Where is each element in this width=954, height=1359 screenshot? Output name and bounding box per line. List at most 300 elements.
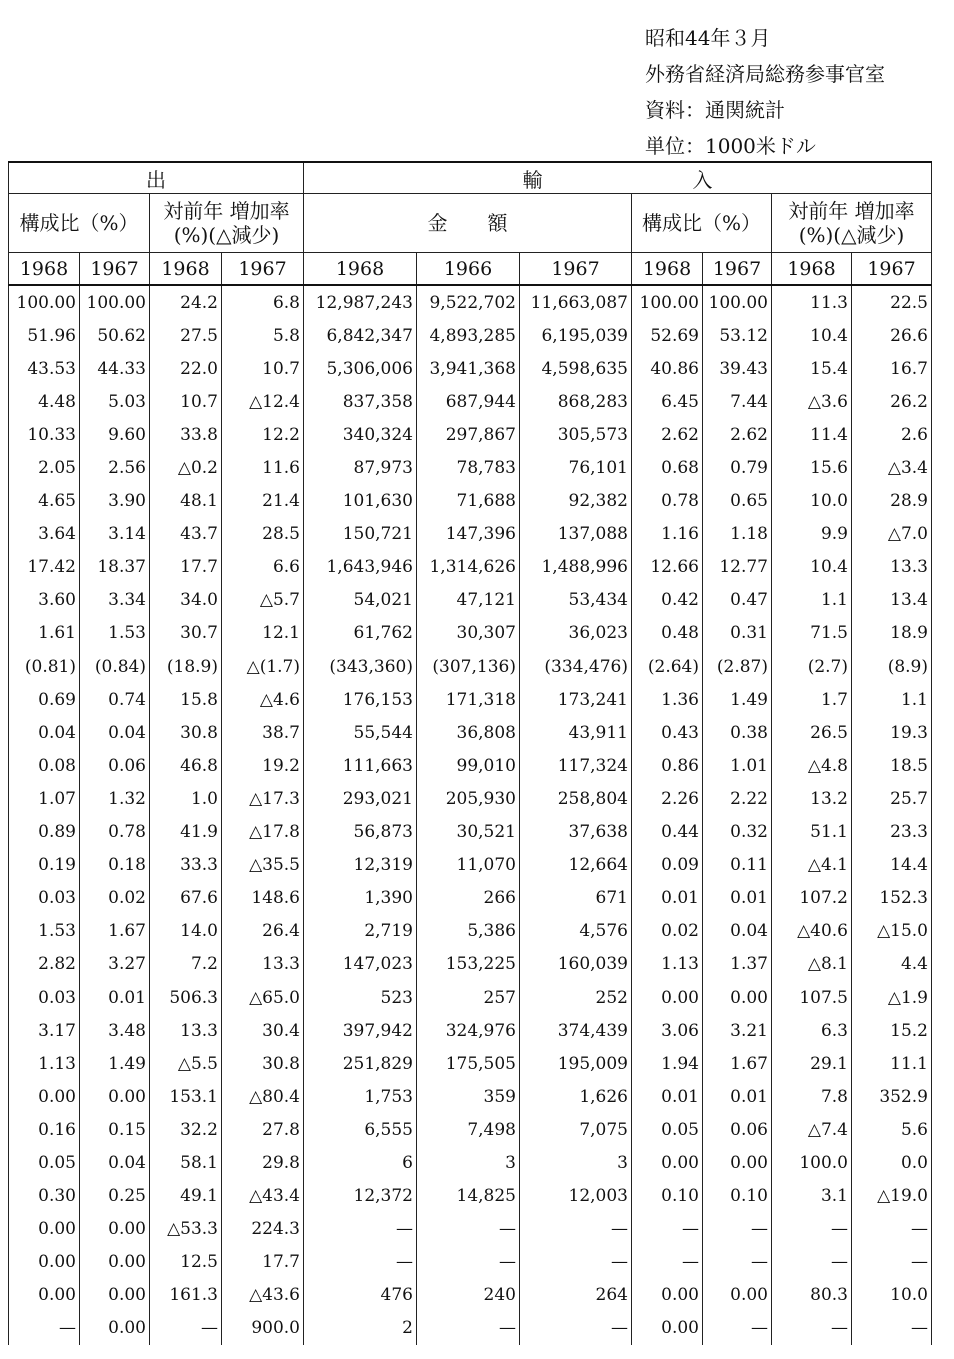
table-cell: 1.37 (703, 948, 772, 981)
table-cell: 0.01 (703, 882, 772, 915)
table-cell: 26.6 (852, 319, 932, 352)
table-cell: 99,010 (417, 749, 520, 782)
table-cell: 18.5 (852, 749, 932, 782)
table-cell: 1,753 (304, 1080, 417, 1113)
table-cell: 3.34 (80, 584, 150, 617)
table-cell: 24.2 (150, 285, 222, 319)
table-cell: 28.9 (852, 485, 932, 518)
table-cell: 1.36 (632, 683, 703, 716)
table-cell: 264 (520, 1279, 632, 1312)
table-cell: (8.9) (852, 650, 932, 683)
table-cell: 2.22 (703, 782, 772, 815)
table-cell: 305,573 (520, 418, 632, 451)
table-cell: 4,576 (520, 915, 632, 948)
table-cell: 359 (417, 1080, 520, 1113)
table-cell: 0.01 (632, 882, 703, 915)
table-cell: 523 (304, 981, 417, 1014)
table-row (9, 352, 932, 385)
year-header-cell: 1968 (150, 253, 222, 286)
table-cell: 0.06 (80, 749, 150, 782)
table-cell: 0.03 (9, 882, 80, 915)
table-cell: 0.31 (703, 617, 772, 650)
table-cell: 0.00 (9, 1080, 80, 1113)
table-cell: 687,944 (417, 385, 520, 418)
table-row (9, 551, 932, 584)
table-cell: 0.00 (80, 1246, 150, 1279)
table-cell: 240 (417, 1279, 520, 1312)
table-row (9, 1213, 932, 1246)
table-cell: 10.0 (852, 1279, 932, 1312)
table-cell: 12.66 (632, 551, 703, 584)
year-header-cell: 1967 (703, 253, 772, 286)
table-cell: 25.7 (852, 782, 932, 815)
table-cell: 7.44 (703, 385, 772, 418)
table-cell: 6.8 (222, 285, 304, 319)
table-cell: 11,070 (417, 849, 520, 882)
table-cell: △19.0 (852, 1180, 932, 1213)
table-cell: 10.7 (222, 352, 304, 385)
table-row (9, 451, 932, 484)
table-cell: 44.33 (80, 352, 150, 385)
table-body (9, 285, 932, 1345)
table-cell: △3.4 (852, 451, 932, 484)
table-cell: 1.53 (80, 617, 150, 650)
table-cell: — (632, 1246, 703, 1279)
table-cell: 150,721 (304, 518, 417, 551)
note-source: 資料：通関統計 (645, 98, 785, 122)
table-cell: 53,434 (520, 584, 632, 617)
table-cell: 153.1 (150, 1080, 222, 1113)
table-cell: 12.77 (703, 551, 772, 584)
table-cell: 0.74 (80, 683, 150, 716)
year-header-cell: 1966 (417, 253, 520, 286)
table-cell: 0.00 (9, 1246, 80, 1279)
table-cell: 0.00 (9, 1213, 80, 1246)
table-cell: 671 (520, 882, 632, 915)
table-cell: 2.05 (9, 451, 80, 484)
table-cell: 257 (417, 981, 520, 1014)
table-cell: 22.5 (852, 285, 932, 319)
table-cell: — (417, 1246, 520, 1279)
table-cell: 0.01 (703, 1080, 772, 1113)
table-cell: 1.07 (9, 782, 80, 815)
year-header-cell: 1967 (222, 253, 304, 286)
table-cell: 152.3 (852, 882, 932, 915)
table-cell: 107.2 (772, 882, 852, 915)
table-cell: 10.4 (772, 551, 852, 584)
table-cell: 506.3 (150, 981, 222, 1014)
table-cell: 0.15 (80, 1113, 150, 1146)
table-cell: 0.00 (80, 1080, 150, 1113)
table-cell: 11.3 (772, 285, 852, 319)
table-cell: 58.1 (150, 1146, 222, 1179)
table-cell: 87,973 (304, 451, 417, 484)
table-cell: 0.00 (80, 1213, 150, 1246)
table-cell: 266 (417, 882, 520, 915)
table-cell: 107.5 (772, 981, 852, 1014)
import-header (304, 162, 932, 194)
table-cell: 43,911 (520, 716, 632, 749)
table-cell: 51.96 (9, 319, 80, 352)
table-cell: 0.00 (703, 1279, 772, 1312)
table-row (9, 1146, 932, 1179)
table-cell: 2.26 (632, 782, 703, 815)
table-cell: 43.7 (150, 518, 222, 551)
table-cell: △80.4 (222, 1080, 304, 1113)
table-cell: 340,324 (304, 418, 417, 451)
table-cell: — (520, 1213, 632, 1246)
table-row (9, 617, 932, 650)
table-cell: 50.62 (80, 319, 150, 352)
table-cell: 0.03 (9, 981, 80, 1014)
table-cell: 92,382 (520, 485, 632, 518)
table-cell: 17.7 (150, 551, 222, 584)
table-cell: 3.64 (9, 518, 80, 551)
table-cell: 0.69 (9, 683, 80, 716)
table-cell: 30.8 (150, 716, 222, 749)
table-cell: 0.16 (9, 1113, 80, 1146)
table-cell: 0.00 (632, 1279, 703, 1312)
import-amount-label: 金 額 (427, 211, 508, 235)
import-share-header: 構成比（%） (632, 194, 772, 253)
table-cell: 6,555 (304, 1113, 417, 1146)
table-cell: 0.10 (632, 1180, 703, 1213)
table-cell: 12,003 (520, 1180, 632, 1213)
table-cell: 23.3 (852, 816, 932, 849)
table-cell: 1.67 (80, 915, 150, 948)
table-row (9, 1080, 932, 1113)
table-cell: 0.00 (703, 1146, 772, 1179)
table-cell: 2.62 (703, 418, 772, 451)
table-cell: 17.7 (222, 1246, 304, 1279)
table-cell: 12,664 (520, 849, 632, 882)
table-cell: 100.00 (80, 285, 150, 319)
table-cell: 6,842,347 (304, 319, 417, 352)
table-cell: 9,522,702 (417, 285, 520, 319)
table-cell: △40.6 (772, 915, 852, 948)
table-cell: 52.69 (632, 319, 703, 352)
table-cell: 3 (520, 1146, 632, 1179)
table-cell: (343,360) (304, 650, 417, 683)
table-cell: 293,021 (304, 782, 417, 815)
table-cell: 1.53 (9, 915, 80, 948)
table-cell: 26.2 (852, 385, 932, 418)
table-cell: 0.02 (80, 882, 150, 915)
table-cell: 837,358 (304, 385, 417, 418)
table-cell: 55,544 (304, 716, 417, 749)
table-cell: 1.7 (772, 683, 852, 716)
table-cell: 0.01 (80, 981, 150, 1014)
table-cell: △35.5 (222, 849, 304, 882)
table-cell: 1.13 (632, 948, 703, 981)
table-cell: 397,942 (304, 1014, 417, 1047)
table-cell: 0.10 (703, 1180, 772, 1213)
table-cell: 53.12 (703, 319, 772, 352)
note-date: 昭和44年３月 (645, 26, 771, 50)
table-cell: 1.01 (703, 749, 772, 782)
table-cell: 5,386 (417, 915, 520, 948)
table-cell: 1.13 (9, 1047, 80, 1080)
table-cell: 7,498 (417, 1113, 520, 1146)
table-cell: — (150, 1312, 222, 1345)
table-cell: △5.7 (222, 584, 304, 617)
table-cell: △65.0 (222, 981, 304, 1014)
table-cell: 3 (417, 1146, 520, 1179)
year-header-cell: 1967 (852, 253, 932, 286)
table-cell: 13.3 (150, 1014, 222, 1047)
table-cell: 1.16 (632, 518, 703, 551)
table-cell: 27.8 (222, 1113, 304, 1146)
table-cell: (2.87) (703, 650, 772, 683)
table-cell: 41.9 (150, 816, 222, 849)
table-cell: 111,663 (304, 749, 417, 782)
table-cell: 1,488,996 (520, 551, 632, 584)
table-cell: 4,893,285 (417, 319, 520, 352)
export-growth-header: 対前年 増加率 (%)(△減少) (150, 194, 304, 253)
import-amount-header (304, 194, 632, 253)
table-cell: △15.0 (852, 915, 932, 948)
table-cell: 7.8 (772, 1080, 852, 1113)
table-cell: 101,630 (304, 485, 417, 518)
table-cell: 4,598,635 (520, 352, 632, 385)
table-cell: 0.18 (80, 849, 150, 882)
table-cell: 900.0 (222, 1312, 304, 1345)
table-cell: 12.5 (150, 1246, 222, 1279)
table-cell: 15.4 (772, 352, 852, 385)
table-cell: 6.3 (772, 1014, 852, 1047)
table-cell: 3,941,368 (417, 352, 520, 385)
table-cell: — (632, 1213, 703, 1246)
table-cell: 12.1 (222, 617, 304, 650)
table-cell: 324,976 (417, 1014, 520, 1047)
table-cell: △7.0 (852, 518, 932, 551)
table-cell: 28.5 (222, 518, 304, 551)
table-cell: 30,307 (417, 617, 520, 650)
table-cell: 2 (304, 1312, 417, 1345)
table-cell: 2.82 (9, 948, 80, 981)
table-cell: 2.6 (852, 418, 932, 451)
table-cell: 51.1 (772, 816, 852, 849)
table-cell: 15.2 (852, 1014, 932, 1047)
import-header-left: 輸 (522, 167, 543, 192)
table-cell: 0.48 (632, 617, 703, 650)
table-cell: 0.04 (80, 716, 150, 749)
table-cell: 7,075 (520, 1113, 632, 1146)
table-cell: 10.4 (772, 319, 852, 352)
table-cell: 34.0 (150, 584, 222, 617)
table-cell: 30.8 (222, 1047, 304, 1080)
table-cell: 18.9 (852, 617, 932, 650)
table-cell: 10.7 (150, 385, 222, 418)
table-cell: — (703, 1312, 772, 1345)
table-cell: 11.1 (852, 1047, 932, 1080)
import-header-right: 入 (692, 167, 713, 192)
table-cell: — (772, 1246, 852, 1279)
table-row (9, 1047, 932, 1080)
table-cell: 2.62 (632, 418, 703, 451)
note-unit: 単位：1000米ドル (645, 134, 816, 158)
table-cell: 0.78 (632, 485, 703, 518)
table-cell: 30.4 (222, 1014, 304, 1047)
table-cell: 46.8 (150, 749, 222, 782)
table-cell: 2,719 (304, 915, 417, 948)
table-cell: 100.00 (632, 285, 703, 319)
table-cell: 0.32 (703, 816, 772, 849)
table-row (9, 385, 932, 418)
table-cell: 1.67 (703, 1047, 772, 1080)
table-cell: 252 (520, 981, 632, 1014)
table-cell: 1.61 (9, 617, 80, 650)
table-cell: 6.6 (222, 551, 304, 584)
table-cell: 1.94 (632, 1047, 703, 1080)
table-cell: 38.7 (222, 716, 304, 749)
table-cell: △4.1 (772, 849, 852, 882)
table-row (9, 650, 932, 683)
table-cell: 3.17 (9, 1014, 80, 1047)
table-cell: △1.9 (852, 981, 932, 1014)
table-cell: 1.49 (80, 1047, 150, 1080)
table-cell: △5.5 (150, 1047, 222, 1080)
table-cell: (307,136) (417, 650, 520, 683)
table-cell: 352.9 (852, 1080, 932, 1113)
table-row (9, 418, 932, 451)
table-cell: △0.2 (150, 451, 222, 484)
table-cell: 1,643,946 (304, 551, 417, 584)
table-cell: △17.8 (222, 816, 304, 849)
table-cell: 0.78 (80, 816, 150, 849)
table-cell: 10.0 (772, 485, 852, 518)
year-header-cell: 1968 (772, 253, 852, 286)
table-cell: 0.44 (632, 816, 703, 849)
table-cell: 3.14 (80, 518, 150, 551)
table-cell: 0.00 (9, 1279, 80, 1312)
table-cell: 6 (304, 1146, 417, 1179)
table-cell: 171,318 (417, 683, 520, 716)
table-cell: — (852, 1246, 932, 1279)
table-cell: 80.3 (772, 1279, 852, 1312)
table-cell: 3.60 (9, 584, 80, 617)
table-row (9, 882, 932, 915)
table-row (9, 285, 932, 319)
table-cell: 76,101 (520, 451, 632, 484)
table-row (9, 1113, 932, 1146)
table-cell: 0.25 (80, 1180, 150, 1213)
table-cell: △4.8 (772, 749, 852, 782)
table-cell: 13.4 (852, 584, 932, 617)
table-cell: 22.0 (150, 352, 222, 385)
table-cell: 48.1 (150, 485, 222, 518)
table-cell: 0.00 (632, 1146, 703, 1179)
table-cell: — (852, 1312, 932, 1345)
table-cell: 0.65 (703, 485, 772, 518)
table-cell: 13.3 (222, 948, 304, 981)
table-cell: 0.09 (632, 849, 703, 882)
table-cell: 0.04 (80, 1146, 150, 1179)
table-cell: △12.4 (222, 385, 304, 418)
table-cell: 0.08 (9, 749, 80, 782)
table-cell: (2.64) (632, 650, 703, 683)
table-cell: 26.4 (222, 915, 304, 948)
table-cell: 1,390 (304, 882, 417, 915)
table-cell: 15.8 (150, 683, 222, 716)
table-cell: 33.3 (150, 849, 222, 882)
table-cell: 14,825 (417, 1180, 520, 1213)
table-cell: 43.53 (9, 352, 80, 385)
table-cell: 147,023 (304, 948, 417, 981)
table-cell: 0.04 (703, 915, 772, 948)
table-cell: 36,023 (520, 617, 632, 650)
table-cell: 117,324 (520, 749, 632, 782)
table-cell: 3.06 (632, 1014, 703, 1047)
table-row (9, 716, 932, 749)
table-cell: 21.4 (222, 485, 304, 518)
table-cell: 3.27 (80, 948, 150, 981)
table-cell: 0.30 (9, 1180, 80, 1213)
table-cell: 71.5 (772, 617, 852, 650)
table-cell: 868,283 (520, 385, 632, 418)
table-cell: 0.05 (9, 1146, 80, 1179)
header-note (645, 20, 885, 164)
table-cell: 3.48 (80, 1014, 150, 1047)
table-cell: 297,867 (417, 418, 520, 451)
table-cell: 14.4 (852, 849, 932, 882)
table-cell: — (520, 1312, 632, 1345)
table-cell: 11.6 (222, 451, 304, 484)
table-cell: 0.89 (9, 816, 80, 849)
table-cell: (334,476) (520, 650, 632, 683)
table-cell: △3.6 (772, 385, 852, 418)
table-cell: — (417, 1213, 520, 1246)
year-header-cell: 1968 (9, 253, 80, 286)
table-cell: 137,088 (520, 518, 632, 551)
table-cell: 29.8 (222, 1146, 304, 1179)
table-cell: 61,762 (304, 617, 417, 650)
table-row (9, 319, 932, 352)
table-cell: 0.01 (632, 1080, 703, 1113)
table-row (9, 849, 932, 882)
table-cell: 19.2 (222, 749, 304, 782)
table-cell: 26.5 (772, 716, 852, 749)
table-cell: 9.9 (772, 518, 852, 551)
table-row (9, 584, 932, 617)
table-cell: 0.06 (703, 1113, 772, 1146)
table-cell: △4.6 (222, 683, 304, 716)
table-cell: 12,319 (304, 849, 417, 882)
table-cell: 29.1 (772, 1047, 852, 1080)
table-cell: 36,808 (417, 716, 520, 749)
table-cell: — (703, 1213, 772, 1246)
table-cell: 0.0 (852, 1146, 932, 1179)
table-cell: 19.3 (852, 716, 932, 749)
table-cell: 251,829 (304, 1047, 417, 1080)
table-cell: 4.48 (9, 385, 80, 418)
table-cell: 2.56 (80, 451, 150, 484)
table-cell: 0.05 (632, 1113, 703, 1146)
table-cell: 3.1 (772, 1180, 852, 1213)
table-row (9, 683, 932, 716)
table-cell: — (520, 1246, 632, 1279)
table-cell: 0.00 (703, 981, 772, 1014)
table-cell: 5.03 (80, 385, 150, 418)
table-cell: 0.43 (632, 716, 703, 749)
table-cell: 30.7 (150, 617, 222, 650)
year-header-row (9, 253, 932, 286)
table-cell: 47,121 (417, 584, 520, 617)
table-cell: 12,372 (304, 1180, 417, 1213)
table-cell: 374,439 (520, 1014, 632, 1047)
year-header-cell: 1967 (520, 253, 632, 286)
table-cell: 1,626 (520, 1080, 632, 1113)
